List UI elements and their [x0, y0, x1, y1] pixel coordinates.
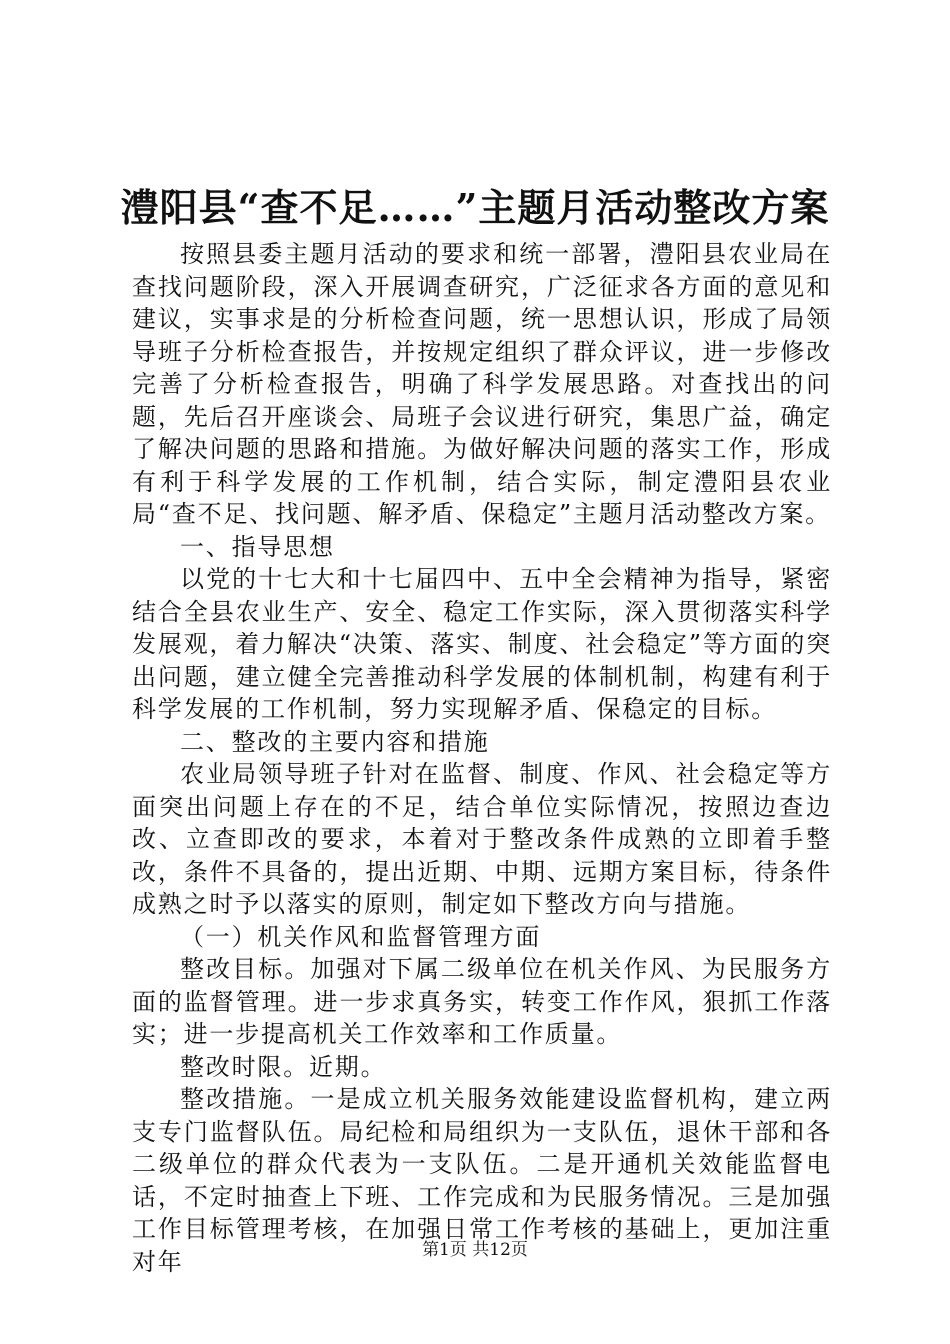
heading-main-content: 二、整改的主要内容和措施: [180, 727, 490, 756]
paragraph-rectification-goal: 整改目标。加强对下属二级单位在机关作风、为民服务方面的监督管理。进一步求真务实，转变工作作风，狠抓工作落实；进一步提高机关工作效率和工作质量。: [132, 955, 832, 1048]
subheading-work-style: （一）机关作风和监督管理方面: [180, 922, 542, 951]
paragraph-main-content: 农业局领导班子针对在监督、制度、作风、社会稳定等方面突出问题上存在的不足，结合单位实际情况，按照边查边改、立查即改的要求，本着对于整改条件成熟的立即着手整改，条件不具备的，提出近期、中期、远期方案目标，待条件成熟之时予以落实的原则，制定如下整改方向与措施。: [132, 760, 832, 918]
page-footer: 第1页 共12页: [422, 1240, 528, 1260]
paragraph-intro: 按照县委主题月活动的要求和统一部署，澧阳县农业局在查找问题阶段，深入开展调查研究，广泛征求各方面的意见和建议，实事求是的分析检查问题，统一思想认识，形成了局领导班子分析检查报告，并按规定组织了群众评议，进一步修改完善了分析检查报告，明确了科学发展思路。对查找出的问题，先后召开座谈会、局班子会议进行研究，集思广益，确定了解决问题的思路和措施。为做好解决问题的落实工作，形成有利于科学发展的工作机制，结合实际，制定澧阳县农业局“查不足、找问题、解矛盾、保稳定”主题月活动整改方案。: [132, 240, 832, 528]
paragraph-guiding-ideology: 以党的十七大和十七届四中、五中全会精神为指导，紧密结合全县农业生产、安全、稳定工作实际，深入贯彻落实科学发展观，着力解决“决策、落实、制度、社会稳定”等方面的突出问题，建立健全完善推动科学发展的体制机制，构建有利于科学发展的工作机制，努力实现解矛盾、保稳定的目标。: [132, 565, 832, 723]
document-body: [132, 238, 832, 1278]
heading-guiding-ideology: 一、指导思想: [180, 532, 335, 561]
paragraph-rectification-deadline: 整改时限。近期。: [180, 1052, 387, 1081]
paragraph-rectification-measures: 整改措施。一是成立机关服务效能建设监督机构，建立两支专门监督队伍。局纪检和局组织为一支队伍，退休干部和各二级单位的群众代表为一支队伍。二是开通机关效能监督电话，不定时抽查上下班、工作完成和为民服务情况。三是加强工作目标管理考核，在加强日常工作考核的基础上，更加注重对年: [132, 1085, 832, 1276]
document-title: 澧阳县“查不足……”主题月活动整改方案: [120, 185, 830, 230]
